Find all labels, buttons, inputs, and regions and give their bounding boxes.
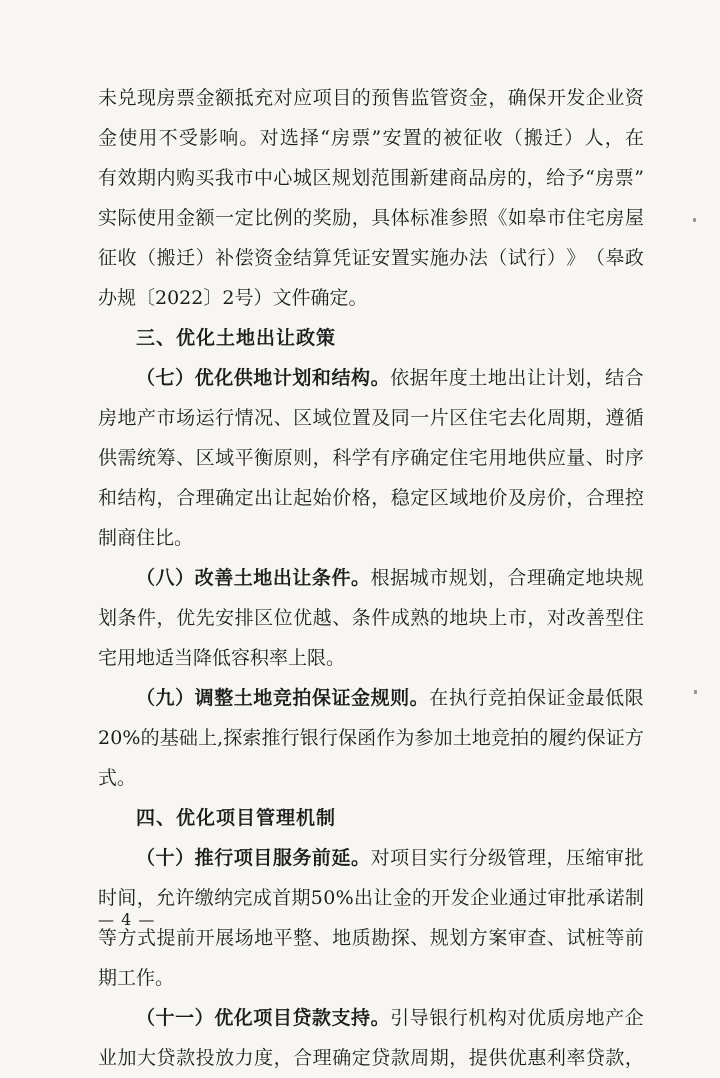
text-line: 宅用地适当降低容积率上限。 [98, 647, 346, 669]
text-line: 等 方 式 提 前 开 展 场 地 平 整 、 地 质 勘 探 、 规 划 方 案 审 查 、 试 桩 等 前 [98, 927, 644, 949]
text-line: 供 需 统 筹 、 区 域 平 衡 原 则 ， 科 学 有 序 确 定 住 宅 用 地 供 应 量 、 时 序 [98, 447, 644, 469]
text-line: 金 使 用 不 受 影 响 。 对 选 择 “ 房 票 ” 安 置 的 被 征 收 （ 搬 迁 ） 人 ， 在 [98, 127, 644, 149]
text-line: 划 条 件 ， 优 先 安 排 区 位 优 越 、 条 件 成 熟 的 地 块 上 市 ， 对 改 善 型 住 [98, 607, 644, 629]
text-line: 有 效 期 内 购 买 我 市 中 心 城 区 规 划 范 围 新 建 商 品 房 的 ， 给 予 “ 房 票 ” [98, 167, 644, 189]
section-heading-4: 四、优化项目管理机制 [136, 807, 337, 829]
text-line: 办规〔2022〕2号）文件确定。 [98, 287, 368, 309]
text-line: 2 0 % 的 基 础 上 , 探 索 推 行 银 行 保 函 作 为 参 加 土 地 竞 拍 的 履 约 保 证 方 [98, 727, 644, 749]
page-number: — 4 — [98, 910, 156, 929]
item-9-first-line: （ 九 ） 调 整 土 地 竞 拍 保 证 金 规 则 。 在 执 行 竞 拍 保 证 金 最 低 限 [136, 687, 644, 709]
text-line: 业 加 大 贷 款 投 放 力 度 ， 合 理 确 定 贷 款 周 期 ， 提 供 优 惠 利 率 贷 款 ， [98, 1047, 644, 1069]
document-body [98, 78, 644, 1078]
text-line: 征 收 （ 搬 迁 ） 补 偿 资 金 结 算 凭 证 安 置 实 施 办 法 （ 试 行 ） 》 （ 皋 政 [98, 247, 644, 269]
text-line: 房 地 产 市 场 运 行 情 况 、 区 域 位 置 及 同 一 片 区 住 宅 去 化 周 期 ， 遵 循 [98, 407, 644, 429]
text-line: 实 际 使 用 金 额 一 定 比 例 的 奖 励 ， 具 体 标 准 参 照 《 如 皋 市 住 宅 房 屋 [98, 207, 644, 229]
section-heading-3: 三、优化土地出让政策 [136, 327, 337, 349]
item-7-first-line: （ 七 ） 优 化 供 地 计 划 和 结 构 。 依 据 年 度 土 地 出 让 计 划 ， 结 合 [136, 367, 644, 389]
scan-speck [694, 690, 697, 694]
text-line: 未 兑 现 房 票 金 额 抵 充 对 应 项 目 的 预 售 监 管 资 金 ， 确 保 开 发 企 业 资 [98, 87, 644, 109]
text-line: 式。 [98, 767, 137, 789]
text-line: 时 间 ， 允 许 缴 纳 完 成 首 期 5 0 % 出 让 金 的 开 发 企 业 通 过 审 批 承 诺 制 [98, 887, 644, 909]
scan-speck [693, 218, 696, 222]
text-line: 和 结 构 ， 合 理 确 定 出 让 起 始 价 格 ， 稳 定 区 域 地 价 及 房 价 ， 合 理 控 [98, 487, 644, 509]
text-line: 制商住比。 [98, 527, 194, 549]
text-line: 期工作。 [98, 967, 175, 989]
item-10-first-line: （ 十 ） 推 行 项 目 服 务 前 延 。 对 项 目 实 行 分 级 管 理 ， 压 缩 审 批 [136, 847, 644, 869]
item-11-first-line: （ 十 一 ） 优 化 项 目 贷 款 支 持 。 引 导 银 行 机 构 对 优 质 房 地 产 企 [136, 1007, 644, 1029]
item-8-first-line: （ 八 ） 改 善 土 地 出 让 条 件 。 根 据 城 市 规 划 ， 合 理 确 定 地 块 规 [136, 567, 644, 589]
